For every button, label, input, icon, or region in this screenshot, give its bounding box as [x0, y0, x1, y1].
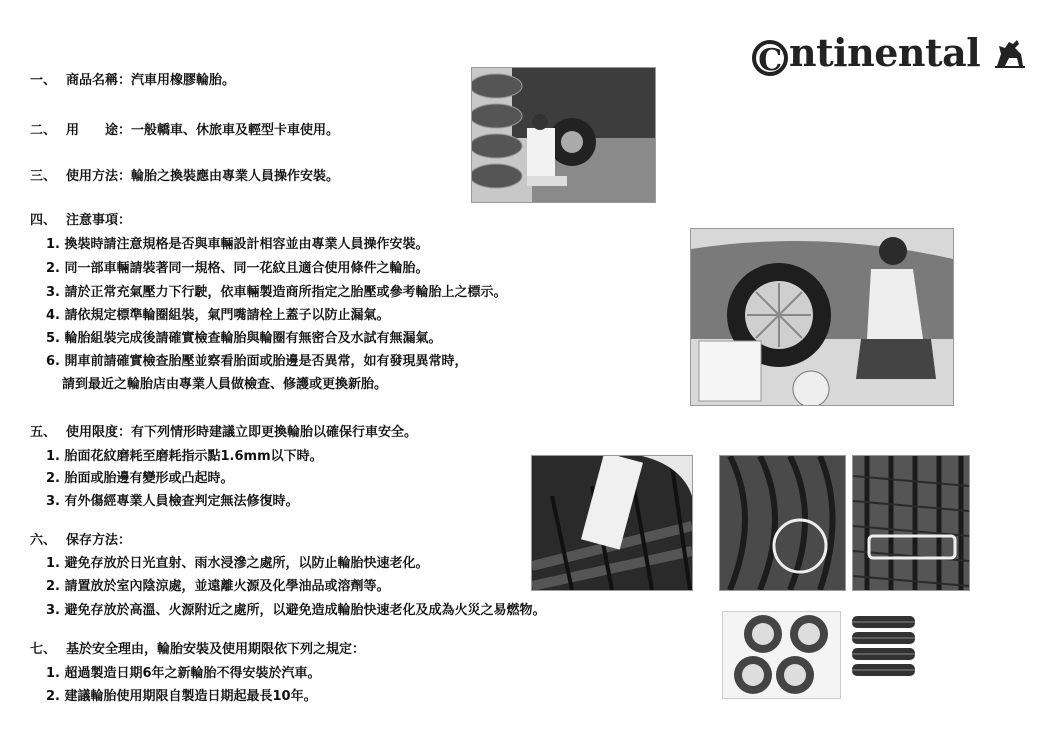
section-number: 三、 [30, 169, 57, 184]
section-6 [30, 532, 131, 550]
list-item: 1. 超過製造日期6年之新輪胎不得安裝於汽車。 [46, 666, 321, 681]
section-text: 一般轎車、休旅車及輕型卡車使用。 [131, 123, 340, 138]
list-item: 6. 開車前請確實檢查胎壓並察看胎面或胎邊是否異常，如有發現異常時， [46, 354, 468, 369]
section-title: 注意事項： [66, 213, 132, 228]
section-title: 使用方法： [66, 169, 132, 184]
list-item: 3. 請於正常充氣壓力下行駛，依車輛製造商所指定之胎壓或參考輪胎上之標示。 [46, 285, 507, 300]
list-item: 2. 同一部車輛請裝著同一規格、同一花紋且適合使用條件之輪胎。 [46, 261, 429, 276]
list-item: 1. 胎面花紋磨耗至磨耗指示點1.6mm以下時。 [46, 449, 323, 464]
tire-stack-photo [851, 611, 916, 687]
section-text: 有下列情形時建議立即更換輪胎以確保行車安全。 [131, 425, 418, 440]
list-item: 2. 請置放於室內陰涼處，並遠離火源及化學油品或溶劑等。 [46, 579, 390, 594]
horse-icon [993, 36, 1027, 70]
logo-c-ring: C [752, 40, 788, 76]
section-text: 汽車用橡膠輪胎。 [131, 73, 236, 88]
list-item: 4. 請依規定標準輪圈組裝，氣門嘴請栓上蓋子以防止漏氣。 [46, 308, 390, 323]
list-item: 3. 避免存放於高溫、火源附近之處所，以避免造成輪胎快速老化及成為火災之易燃物。 [46, 603, 546, 618]
list-item: 1. 換裝時請注意規格是否與車輛設計相容並由專業人員操作安裝。 [46, 237, 429, 252]
tread-wear-photo-1 [719, 455, 846, 591]
section-title: 用 途： [66, 123, 132, 138]
list-item: 2. 胎面或胎邊有變形或凸起時。 [46, 471, 234, 486]
section-number: 六、 [30, 533, 57, 548]
section-text: 輪胎之換裝應由專業人員操作安裝。 [131, 169, 340, 184]
section-number: 四、 [30, 213, 57, 228]
section-title: 保存方法： [66, 533, 132, 548]
section-5 [30, 424, 417, 442]
section-number: 七、 [30, 642, 57, 657]
section-title: 基於安全理由，輪胎安裝及使用期限依下列之規定： [66, 642, 366, 657]
wheel-storage-photo [722, 611, 841, 699]
tread-wear-photo-2 [852, 455, 970, 591]
section-7 [30, 641, 365, 659]
section-number: 一、 [30, 73, 57, 88]
list-item: 5. 輪胎組裝完成後請確實檢查輪胎與輪圈有無密合及水試有無漏氣。 [46, 331, 442, 346]
tread-gauge-photo [531, 455, 693, 591]
list-item: 2. 建議輪胎使用期限自製造日期起最長10年。 [46, 689, 317, 704]
list-item: 請到最近之輪胎店由專業人員做檢查、修護或更換新胎。 [62, 377, 388, 392]
section-title: 使用限度： [66, 425, 132, 440]
section-4 [30, 212, 131, 230]
section-1 [30, 72, 235, 90]
list-item: 3. 有外傷經專業人員檢查判定無法修復時。 [46, 494, 299, 509]
section-3 [30, 168, 339, 186]
section-number: 二、 [30, 123, 57, 138]
tire-change-photo [471, 67, 656, 203]
section-number: 五、 [30, 425, 57, 440]
section-2 [30, 122, 339, 140]
section-title: 商品名稱： [66, 73, 132, 88]
continental-logo [752, 30, 1027, 76]
list-item: 1. 避免存放於日光直射、雨水浸滲之處所，以防止輪胎快速老化。 [46, 556, 429, 571]
logo-text: ntinental [789, 30, 981, 75]
tire-pressure-photo [690, 228, 954, 406]
